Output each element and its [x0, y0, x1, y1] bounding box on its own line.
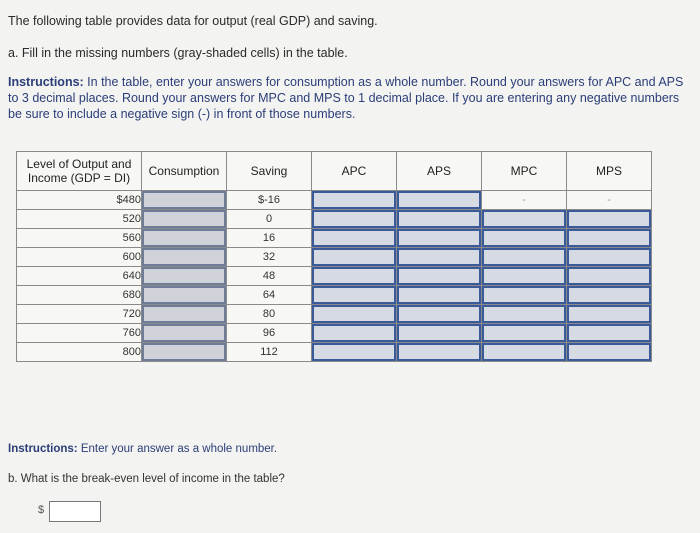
intro-text: The following table provides data for output (real GDP) and saving. — [8, 14, 378, 28]
table-row — [17, 210, 652, 229]
mpc-input[interactable] — [482, 267, 566, 285]
mps-cell[interactable] — [567, 324, 652, 343]
mps-cell[interactable] — [567, 305, 652, 324]
consumption-cell[interactable] — [142, 286, 227, 305]
header-mps: MPS — [567, 152, 652, 191]
mpc-cell[interactable] — [482, 267, 567, 286]
mpc-cell[interactable] — [482, 248, 567, 267]
consumption-input[interactable] — [142, 343, 226, 361]
consumption-input[interactable] — [142, 286, 226, 304]
mpc-cell[interactable] — [482, 343, 567, 362]
apc-input[interactable] — [312, 343, 396, 361]
aps-cell[interactable] — [397, 305, 482, 324]
mpc-input[interactable] — [482, 343, 566, 361]
income-cell: 520 — [17, 210, 142, 229]
header-mpc: MPC — [482, 152, 567, 191]
table-row — [17, 343, 652, 362]
aps-cell[interactable] — [397, 210, 482, 229]
table-row — [17, 191, 652, 210]
saving-cell: 112 — [227, 343, 312, 362]
apc-input[interactable] — [312, 267, 396, 285]
aps-cell[interactable] — [397, 324, 482, 343]
mps-input[interactable] — [567, 343, 651, 361]
instructions-2-text: Enter your answer as a whole number. — [77, 443, 278, 455]
instructions — [8, 74, 688, 122]
saving-cell: 64 — [227, 286, 312, 305]
apc-input[interactable] — [312, 305, 396, 323]
apc-cell[interactable] — [312, 343, 397, 362]
mps-input[interactable] — [567, 210, 651, 228]
income-cell: 680 — [17, 286, 142, 305]
mps-cell[interactable] — [567, 267, 652, 286]
part-a-prompt: a. Fill in the missing numbers (gray-shaded cells) in the table. — [8, 46, 348, 60]
apc-input[interactable] — [312, 324, 396, 342]
mpc-cell[interactable] — [482, 229, 567, 248]
aps-input[interactable] — [397, 343, 481, 361]
header-saving: Saving — [227, 152, 312, 191]
saving-cell: 32 — [227, 248, 312, 267]
mpc-cell: - — [482, 191, 567, 210]
mps-input[interactable] — [567, 305, 651, 323]
consumption-cell[interactable] — [142, 343, 227, 362]
mps-input[interactable] — [567, 267, 651, 285]
aps-cell[interactable] — [397, 229, 482, 248]
mps-cell[interactable] — [567, 343, 652, 362]
aps-input[interactable] — [397, 229, 481, 247]
mpc-input[interactable] — [482, 324, 566, 342]
consumption-cell[interactable] — [142, 210, 227, 229]
income-cell: 800 — [17, 343, 142, 362]
apc-cell[interactable] — [312, 229, 397, 248]
header-consumption: Consumption — [142, 152, 227, 191]
instructions-2-label: Instructions: — [8, 443, 78, 455]
table-row — [17, 324, 652, 343]
mps-input[interactable] — [567, 229, 651, 247]
apc-cell[interactable] — [312, 267, 397, 286]
dollar-sign: $ — [38, 504, 45, 516]
aps-input[interactable] — [397, 267, 481, 285]
consumption-input[interactable] — [142, 191, 226, 209]
income-cell: 640 — [17, 267, 142, 286]
apc-cell[interactable] — [312, 324, 397, 343]
apc-input[interactable] — [312, 248, 396, 266]
mpc-input[interactable] — [482, 286, 566, 304]
aps-cell[interactable] — [397, 191, 482, 210]
instructions-2 — [8, 443, 277, 455]
mps-cell: - — [567, 191, 652, 210]
aps-cell[interactable] — [397, 248, 482, 267]
aps-cell[interactable] — [397, 267, 482, 286]
saving-cell: 96 — [227, 324, 312, 343]
table-row — [17, 267, 652, 286]
table-row — [17, 229, 652, 248]
saving-cell: 80 — [227, 305, 312, 324]
aps-input[interactable] — [397, 324, 481, 342]
consumption-input[interactable] — [142, 210, 226, 228]
apc-input[interactable] — [312, 191, 396, 209]
header-income: Level of Output and Income (GDP = DI) — [17, 152, 142, 191]
mpc-cell[interactable] — [482, 286, 567, 305]
apc-input[interactable] — [312, 286, 396, 304]
apc-input[interactable] — [312, 229, 396, 247]
mpc-input[interactable] — [482, 229, 566, 247]
consumption-cell[interactable] — [142, 229, 227, 248]
part-b-prompt: b. What is the break-even level of income in the table? — [8, 473, 285, 485]
saving-cell: 0 — [227, 210, 312, 229]
consumption-input[interactable] — [142, 305, 226, 323]
income-cell: $480 — [17, 191, 142, 210]
mps-cell[interactable] — [567, 248, 652, 267]
apc-cell[interactable] — [312, 210, 397, 229]
saving-cell: 48 — [227, 267, 312, 286]
aps-input[interactable] — [397, 191, 481, 209]
mpc-cell[interactable] — [482, 305, 567, 324]
consumption-cell[interactable] — [142, 267, 227, 286]
mpc-cell[interactable] — [482, 324, 567, 343]
aps-input[interactable] — [397, 210, 481, 228]
header-aps: APS — [397, 152, 482, 191]
aps-input[interactable] — [397, 248, 481, 266]
mps-cell[interactable] — [567, 229, 652, 248]
mps-input[interactable] — [567, 324, 651, 342]
consumption-cell[interactable] — [142, 305, 227, 324]
income-cell: 600 — [17, 248, 142, 267]
consumption-cell[interactable] — [142, 324, 227, 343]
table-body — [17, 191, 652, 362]
apc-cell[interactable] — [312, 248, 397, 267]
consumption-cell[interactable] — [142, 248, 227, 267]
consumption-input[interactable] — [142, 267, 226, 285]
apc-input[interactable] — [312, 210, 396, 228]
income-cell: 760 — [17, 324, 142, 343]
mps-input[interactable] — [567, 286, 651, 304]
consumption-input[interactable] — [142, 248, 226, 266]
table-row — [17, 248, 652, 267]
consumption-input[interactable] — [142, 229, 226, 247]
apc-cell[interactable] — [312, 191, 397, 210]
apc-cell[interactable] — [312, 286, 397, 305]
income-cell: 560 — [17, 229, 142, 248]
apc-cell[interactable] — [312, 305, 397, 324]
table-row — [17, 286, 652, 305]
saving-cell: 16 — [227, 229, 312, 248]
consumption-input[interactable] — [142, 324, 226, 342]
break-even-input[interactable] — [49, 501, 101, 522]
aps-input[interactable] — [397, 305, 481, 323]
aps-input[interactable] — [397, 286, 481, 304]
mps-input[interactable] — [567, 248, 651, 266]
mpc-input[interactable] — [482, 305, 566, 323]
mpc-input[interactable] — [482, 248, 566, 266]
income-cell: 720 — [17, 305, 142, 324]
consumption-cell[interactable] — [142, 191, 227, 210]
table-row — [17, 305, 652, 324]
header-apc: APC — [312, 152, 397, 191]
data-table — [16, 151, 652, 362]
aps-cell[interactable] — [397, 343, 482, 362]
mps-cell[interactable] — [567, 286, 652, 305]
aps-cell[interactable] — [397, 286, 482, 305]
saving-cell: $-16 — [227, 191, 312, 210]
instructions-text: In the table, enter your answers for consumption as a whole number. Round your answers for APC and APS to 3 decimal places. Round your answers for MPC and MPS to 1 decimal place. If you are entering any negative numbers be sure to include a negative sign (-) in front of those numbers. — [8, 75, 684, 121]
mpc-input[interactable] — [482, 210, 566, 228]
mps-cell[interactable] — [567, 210, 652, 229]
mpc-cell[interactable] — [482, 210, 567, 229]
instructions-label: Instructions: — [8, 75, 84, 89]
